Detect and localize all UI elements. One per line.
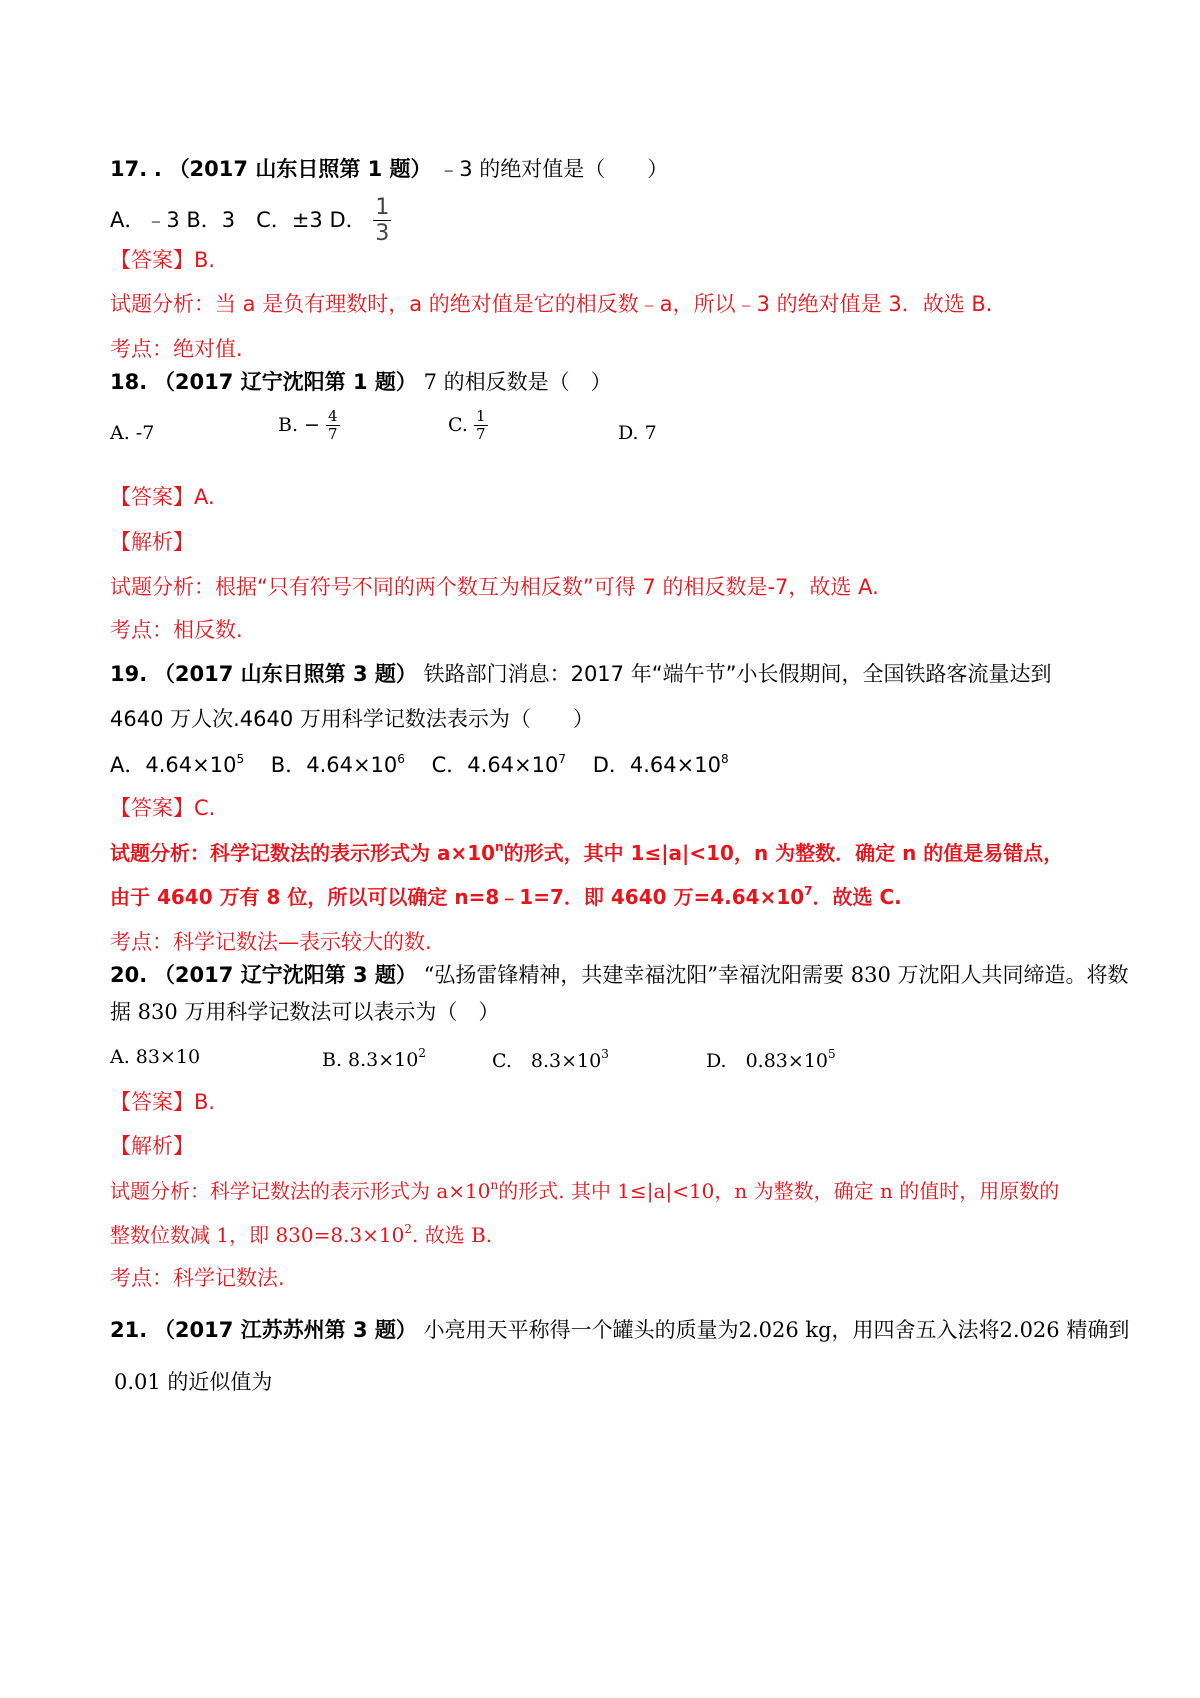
q19-c-exp: 7 <box>558 752 567 766</box>
q18-c-den: 7 <box>475 425 486 444</box>
q19-analysis2-pre: 由于 4640 万有 8 位，所以可以确定 n=8﹣1=7．即 4640 万=4.64×10 <box>110 885 805 909</box>
q17-option-d-fraction <box>373 195 391 247</box>
q18-option-c-fraction <box>474 408 488 444</box>
q20-stem-line2: 据 830 万用科学记数法可以表示为（ ） <box>110 1000 500 1024</box>
q19-source: （2017 山东日照第 3 题） <box>153 662 417 686</box>
q20-c-text: C. 8.3×10 <box>492 1050 602 1072</box>
q18-option-a: A. -7 <box>110 422 155 444</box>
q19-b-text: B．4.64×10 <box>270 753 398 777</box>
q21-source: （2017 江苏苏州第 3 题） <box>153 1318 417 1342</box>
q19-analysis2-post: ．故选 C. <box>812 885 902 909</box>
q19-a-exp: 5 <box>236 752 245 766</box>
q19-a-text: A．4.64×10 <box>110 753 237 777</box>
q19-c-text: C．4.64×10 <box>431 753 559 777</box>
q19-number: 19. <box>110 662 148 686</box>
q18-b-num: 4 <box>328 407 338 425</box>
q18-option-d: D. 7 <box>618 422 657 444</box>
q17-answer: 【答案】B. <box>110 248 216 272</box>
q18-analysis: 试题分析：根据“只有符号不同的两个数互为相反数”可得 7 的相反数是-7，故选 A. <box>110 575 879 599</box>
q18-stem <box>110 370 612 395</box>
q19-option-c <box>432 753 566 777</box>
q19-analysis2-exp: 7 <box>804 884 813 898</box>
q18-jiexi: 【解析】 <box>110 530 194 554</box>
q20-option-d <box>706 1046 836 1073</box>
q20-number: 20. <box>110 963 148 987</box>
q19-analysis1-pre: 试题分析：科学记数法的表示形式为 a×10 <box>110 841 496 865</box>
q19-b-exp: 6 <box>397 752 405 766</box>
q20-d-text: D. 0.83×10 <box>706 1050 828 1072</box>
q20-c-exp: 3 <box>601 1047 609 1061</box>
q20-jiexi: 【解析】 <box>110 1134 194 1158</box>
q21-stem-line1 <box>110 1318 1129 1343</box>
q19-point: 考点：科学记数法—表示较大的数. <box>110 930 432 954</box>
q17-frac-den: 3 <box>375 221 390 247</box>
q20-answer: 【答案】B. <box>110 1090 216 1114</box>
q17-options-text: A．﹣3 B．3 C．±3 D． <box>110 207 367 232</box>
q20-stem-text1: “弘扬雷锋精神，共建幸福沈阳”幸福沈阳需要 830 万沈阳人共同缔造。将数 <box>423 963 1129 987</box>
q20-option-a: A. 83×10 <box>110 1046 201 1068</box>
q20-analysis2-pre: 整数位数减 1，即 830=8.3×10 <box>110 1223 405 1247</box>
q19-options <box>110 752 729 778</box>
q19-option-a <box>110 753 244 777</box>
q20-point: 考点：科学记数法. <box>110 1266 285 1290</box>
q18-stem-text: 7 的相反数是（ ） <box>423 370 612 394</box>
q20-analysis1-pre: 试题分析：科学记数法的表示形式为 a×10 <box>110 1179 491 1203</box>
q20-b-exp: 2 <box>418 1046 426 1060</box>
q18-source: （2017 辽宁沈阳第 1 题） <box>153 370 417 394</box>
q19-d-text: D．4.64×10 <box>592 753 721 777</box>
q19-stem-text1: 铁路部门消息：2017 年“端午节”小长假期间，全国铁路客流量达到 <box>423 662 1052 686</box>
q17-point: 考点：绝对值. <box>110 337 243 361</box>
q17-analysis: 试题分析：当 a 是负有理数时，a 的绝对值是它的相反数﹣a，所以﹣3 的绝对值是 3．故选 B. <box>110 292 993 316</box>
q19-analysis-line1 <box>110 840 1063 865</box>
q17-stem <box>110 157 668 182</box>
q19-d-exp: 8 <box>720 752 729 766</box>
q17-source: （2017 山东日照第 1 题） <box>168 157 432 181</box>
q17-dot: . <box>153 157 162 181</box>
q19-stem-line1 <box>110 662 1051 687</box>
q20-analysis2-post: . 故选 B. <box>412 1223 493 1247</box>
q17-number: 17. <box>110 157 148 181</box>
q20-analysis-line1 <box>110 1178 1059 1203</box>
q20-analysis2-exp: 2 <box>404 1222 413 1236</box>
q18-point: 考点：相反数. <box>110 618 243 642</box>
q20-d-exp: 5 <box>828 1047 836 1061</box>
q17-frac-num: 1 <box>375 195 390 220</box>
q20-analysis1-exp: n <box>490 1178 499 1192</box>
q18-option-c-label: C. <box>448 413 468 436</box>
q19-analysis-line2 <box>110 884 902 909</box>
q20-option-b <box>322 1046 426 1071</box>
q19-analysis1-exp: n <box>495 840 504 854</box>
q17-stem-text: ﹣3 的绝对值是（ ） <box>438 157 669 181</box>
q18-option-b <box>278 408 340 444</box>
q20-option-c <box>492 1046 609 1073</box>
q18-answer: 【答案】A. <box>110 485 215 509</box>
q18-number: 18. <box>110 370 148 394</box>
q21-number: 21. <box>110 1318 148 1342</box>
q20-source: （2017 辽宁沈阳第 3 题） <box>153 963 417 987</box>
q20-b-text: B. 8.3×10 <box>322 1049 419 1071</box>
q17-options <box>110 195 391 247</box>
q18-option-b-fraction <box>326 408 340 444</box>
q18-b-den: 7 <box>328 425 338 444</box>
q20-analysis-line2 <box>110 1222 492 1247</box>
q19-option-d <box>593 753 729 777</box>
q20-stem-line1 <box>110 963 1128 988</box>
q19-option-b <box>271 753 405 777</box>
q18-option-b-label: B. − <box>278 413 320 436</box>
q19-analysis1-post: 的形式，其中 1≤|a|<10，n 为整数．确定 n 的值是易错点， <box>503 841 1064 865</box>
q18-option-c <box>448 408 488 444</box>
q18-c-num: 1 <box>475 407 486 425</box>
q19-stem-line2: 4640 万人次.4640 万用科学记数法表示为（ ） <box>110 707 594 731</box>
q20-analysis1-post: 的形式. 其中 1≤|a|<10，n 为整数，确定 n 的值时，用原数的 <box>498 1179 1060 1203</box>
q19-answer: 【答案】C. <box>110 796 216 820</box>
q21-stem-text1: 小亮用天平称得一个罐头的质量为2.026 kg，用四舍五入法将2.026 精确到 <box>423 1318 1130 1342</box>
q21-stem-line2: 0.01 的近似值为 <box>114 1370 273 1394</box>
